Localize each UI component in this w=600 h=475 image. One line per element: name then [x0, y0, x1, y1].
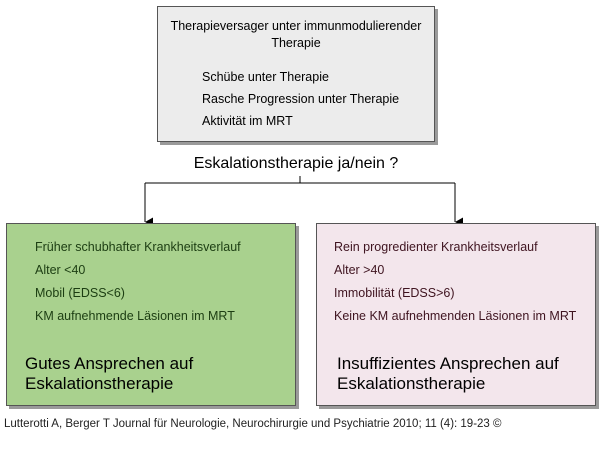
question-label: Eskalationstherapie ja/nein ?: [193, 155, 399, 172]
left-outcome-line-2: Eskalationstherapie: [25, 374, 174, 393]
right-criterion: Rein progredienter Krankheitsverlauf: [334, 240, 538, 254]
top-box-item: Aktivität im MRT: [202, 114, 293, 128]
top-box-item: Schübe unter Therapie: [202, 70, 329, 84]
left-criterion: Früher schubhafter Krankheitsverlauf: [35, 240, 241, 254]
right-criterion: Keine KM aufnehmenden Läsionen im MRT: [334, 309, 577, 323]
left-criterion: Mobil (EDSS<6): [35, 286, 125, 300]
right-outcome-line-1: Insuffizientes Ansprechen auf: [337, 354, 559, 373]
left-criteria-list: [35, 236, 241, 328]
citation: Lutterotti A, Berger T Journal für Neurologie, Neurochirurgie und Psychiatrie 2010; 11 (4): 19-23 ©: [4, 418, 502, 430]
right-outcome-line-2: Eskalationstherapie: [337, 374, 486, 393]
right-box-unfavorable: [316, 223, 596, 406]
top-box-title-line-2: Therapie: [271, 36, 321, 50]
left-box-favorable: [6, 223, 296, 406]
left-outcome-line-1: Gutes Ansprechen auf: [25, 354, 194, 373]
right-outcome: [337, 354, 559, 394]
right-criterion: Immobilität (EDSS>6): [334, 286, 455, 300]
right-criterion: Alter >40: [334, 263, 385, 277]
left-criterion: KM aufnehmende Läsionen im MRT: [35, 309, 235, 323]
left-criterion: Alter <40: [35, 263, 86, 277]
top-box-item: Rasche Progression unter Therapie: [202, 92, 400, 106]
left-outcome: [25, 354, 193, 394]
top-box-title-line-1: Therapieversager unter immunmodulierender: [170, 19, 422, 33]
right-criteria-list: [334, 236, 576, 328]
